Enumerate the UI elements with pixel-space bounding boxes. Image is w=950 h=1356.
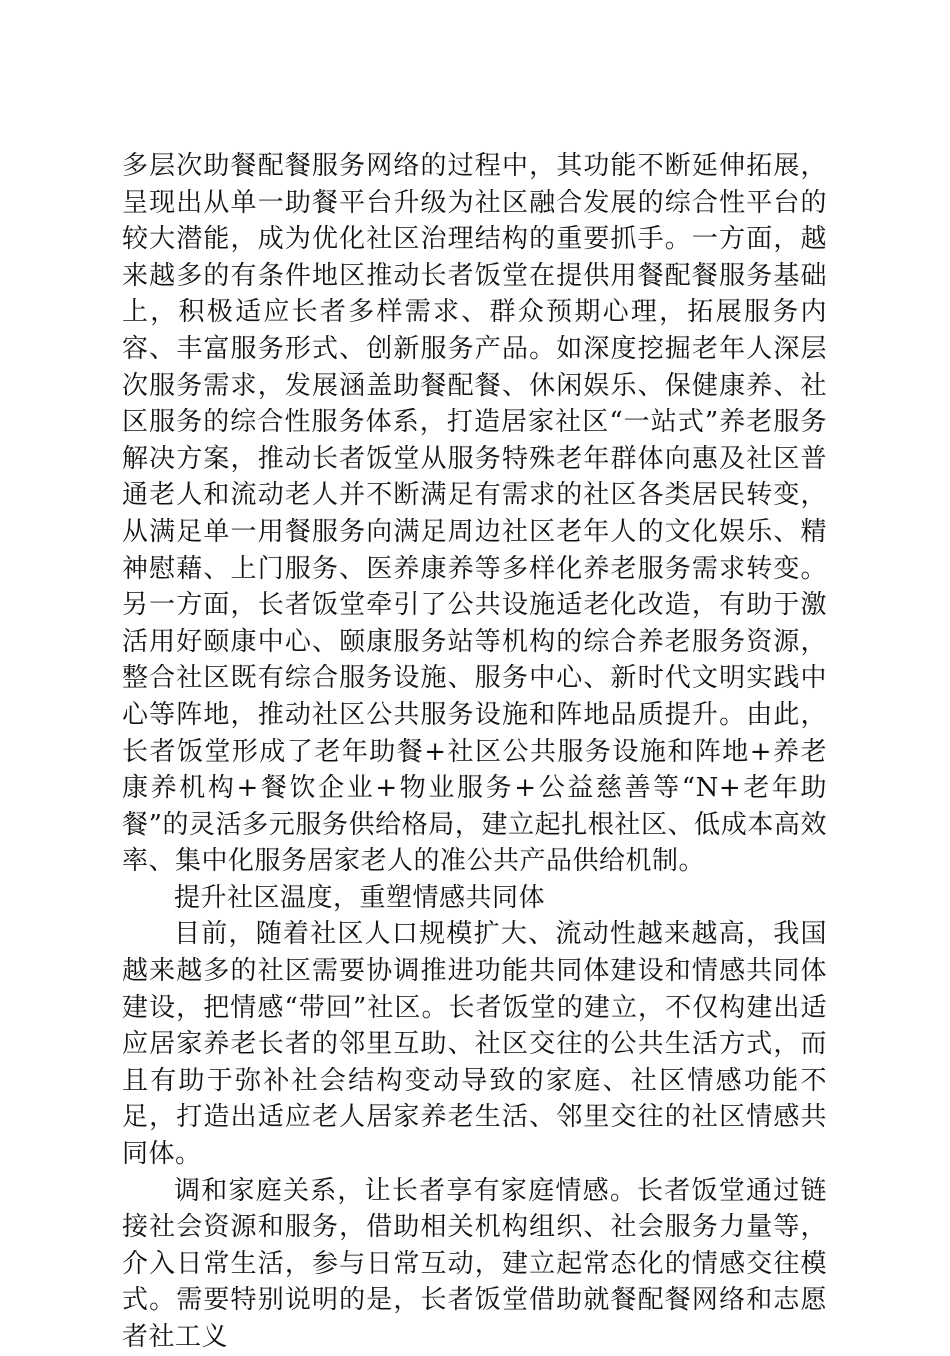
paragraph-intro: 目前，随着社区人口规模扩大、流动性越来越高，我国越来越多的社区需要协调推进功能共同体建设和情感共同体建设，把情感“带回”社区。长者饭堂的建立，不仅构建出适应居家养老长者的邻里互助、社区交往的公共生活方式，而且有助于弥补社会结构变动导致的家庭、社区情感功能不足，打造出适应老人居家养老生活、邻里交往的社区情感共同体。 [122, 919, 827, 1170]
paragraph-continued: 多层次助餐配餐服务网络的过程中，其功能不断延伸拓展，呈现出从单一助餐平台升级为社区融合发展的综合性平台的较大潜能，成为优化社区治理结构的重要抓手。一方面，越来越多的有条件地区推动长者饭堂在提供用餐配餐服务基础上，积极适应长者多样需求、群众预期心理，拓展服务内容、丰富服务形式、创新服务产品。如深度挖掘老年人深层次服务需求，发展涵盖助餐配餐、休闲娱乐、保健康养、社区服务的综合性服务体系，打造居家社区“一站式”养老服务解决方案，推动长者饭堂从服务特殊老年群体向惠及社区普通老人和流动老人并不断满足有需求的社区各类居民转变，从满足单一用餐服务向满足周边社区老年人的文化娱乐、精神慰藉、上门服务、医养康养等多样化养老服务需求转变。另一方面，长者饭堂牵引了公共设施适老化改造，有助于激活用好颐康中心、颐康服务站等机构的综合养老服务资源，整合社区既有综合服务设施、服务中心、新时代文明实践中心等阵地，推动社区公共服务设施和阵地品质提升。由此，长者饭堂形成了老年助餐+社区公共服务设施和阵地+养老康养机构+餐饮企业+物业服务+公益慈善等“N+老年助餐”的灵活多元服务供给格局，建立起扎根社区、低成本高效率、集中化服务居家老人的准公共产品供给机制。 [122, 151, 827, 877]
document-body [122, 148, 827, 1356]
section-heading: 提升社区温度，重塑情感共同体 [174, 882, 546, 913]
paragraph-family: 调和家庭关系，让长者享有家庭情感。长者饭堂通过链接社会资源和服务，借助相关机构组织、社会服务力量等，介入日常生活，参与日常互动，建立起常态化的情感交往模式。需要特别说明的是，长者饭堂借助就餐配餐网络和志愿者社工义 [122, 1175, 827, 1352]
